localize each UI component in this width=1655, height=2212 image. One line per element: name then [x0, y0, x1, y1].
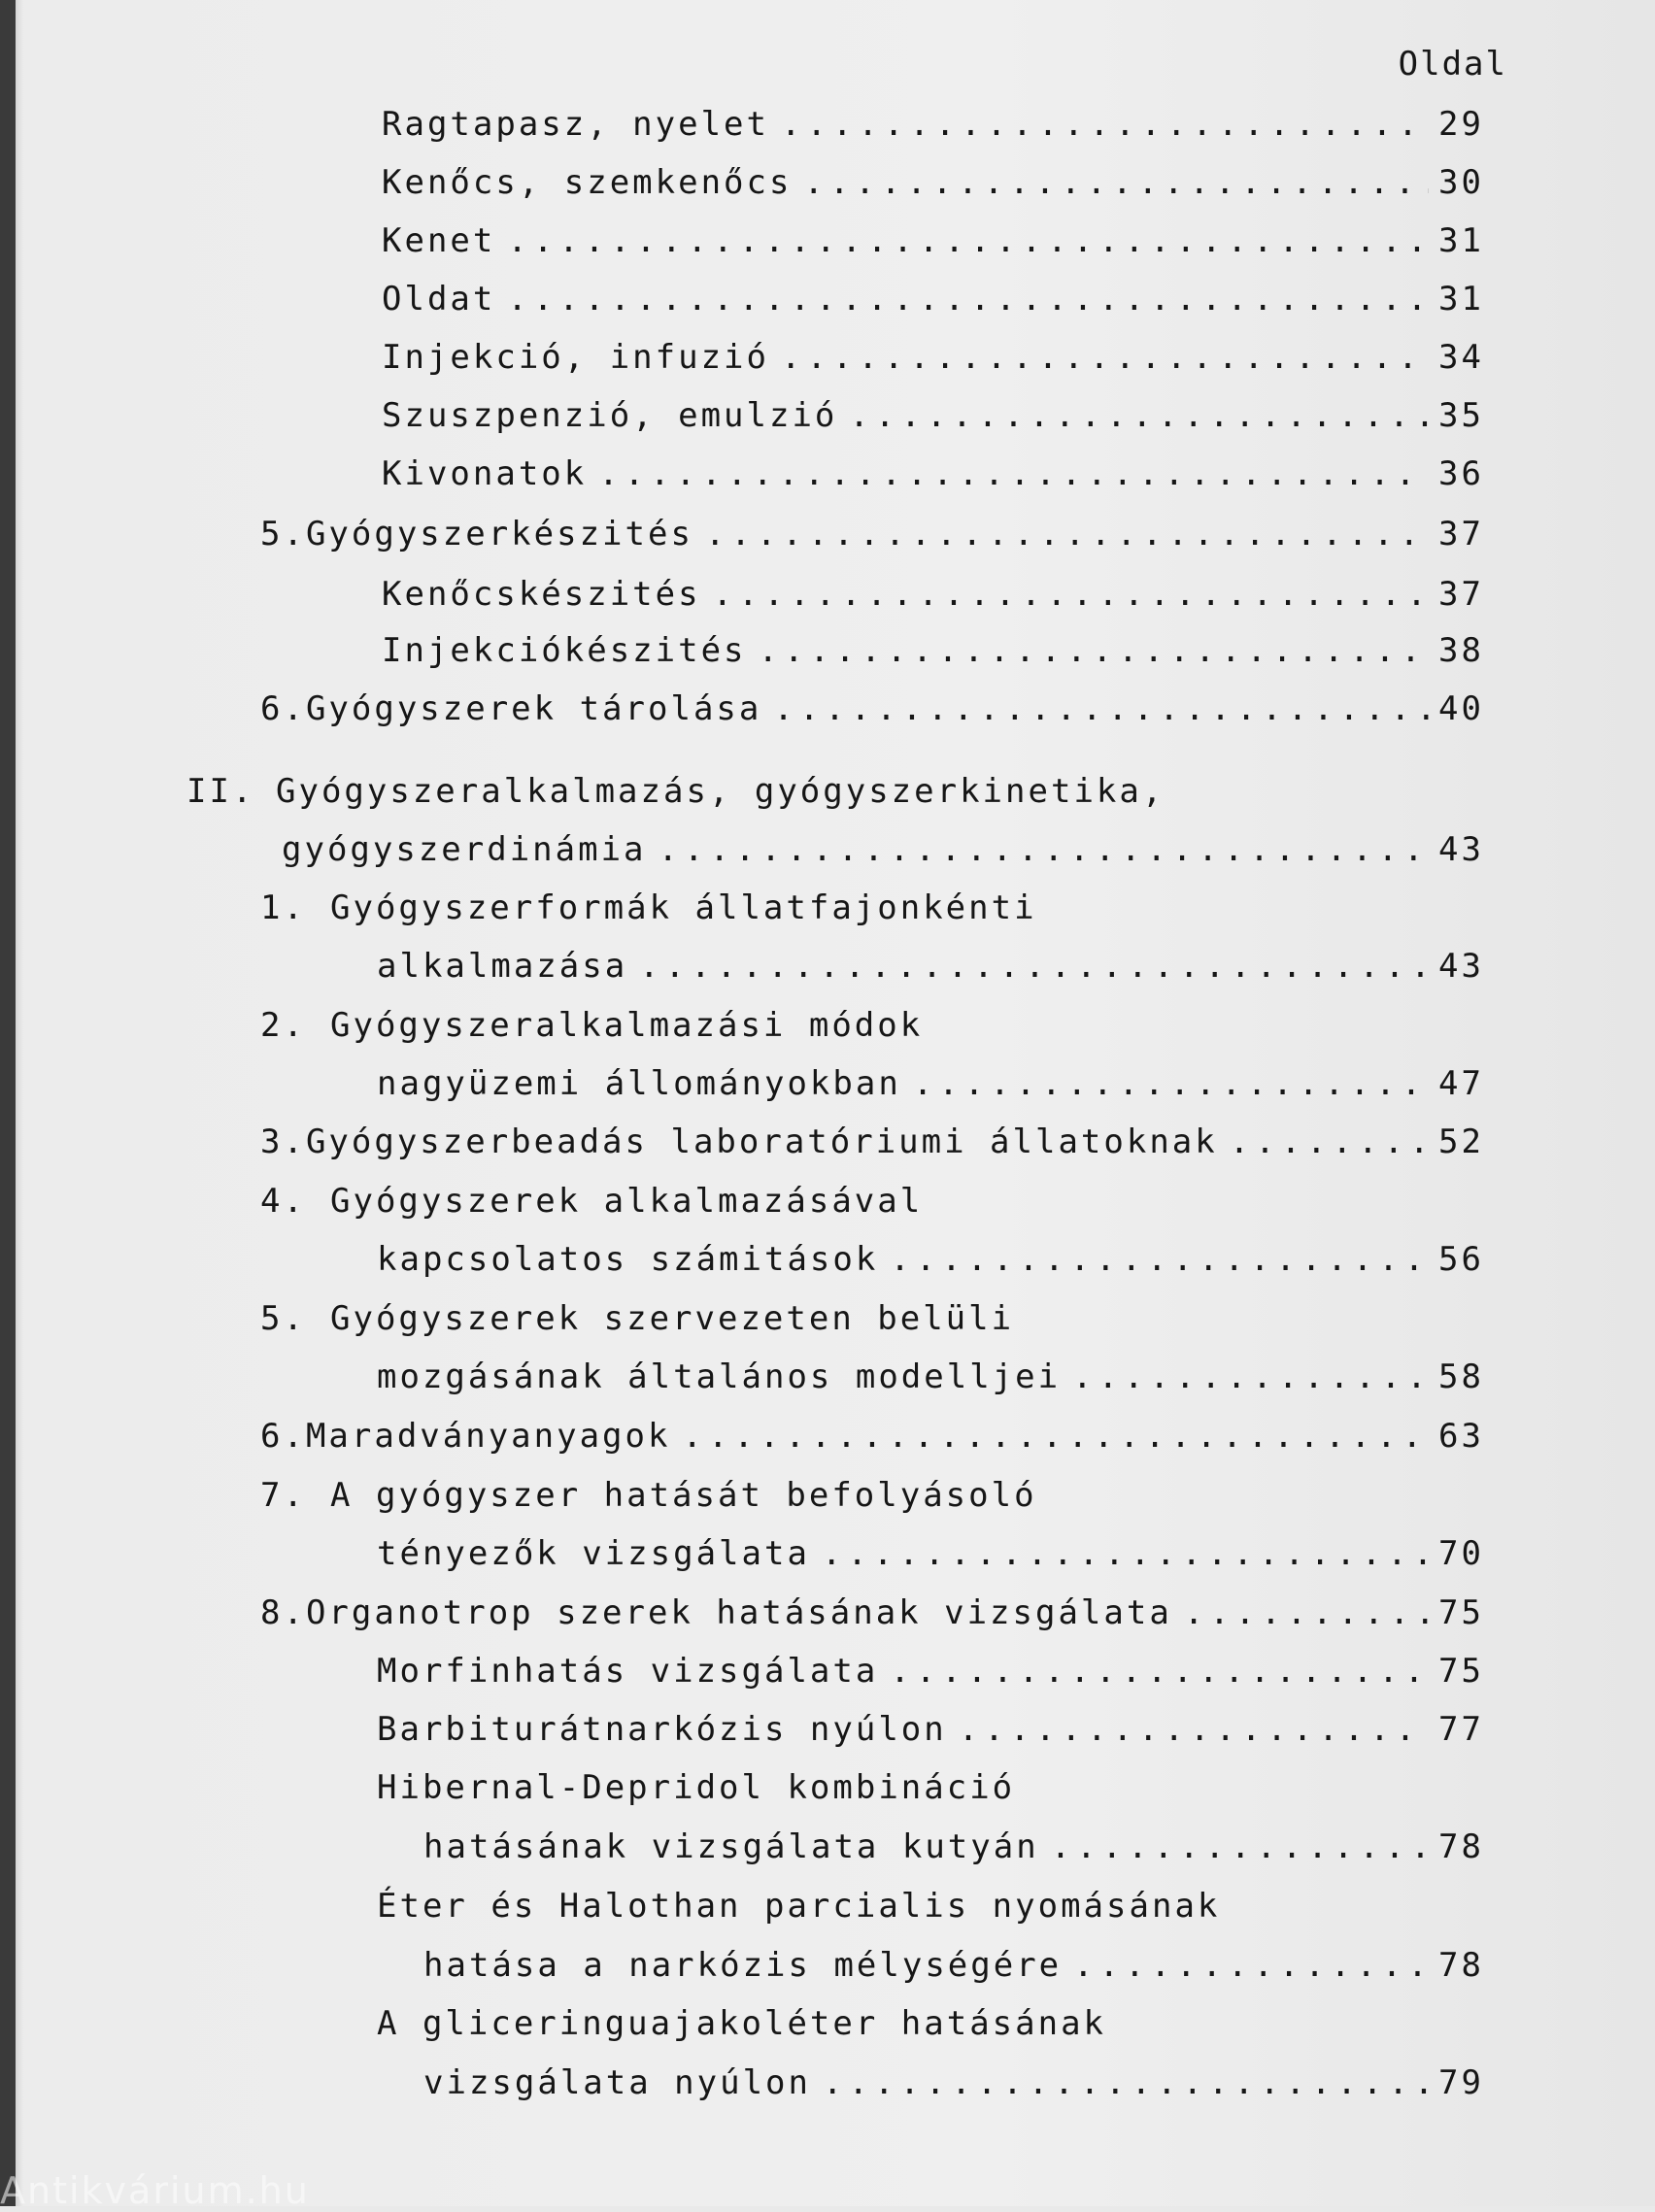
toc-entry-title: vizsgálata nyúlon — [423, 2063, 811, 2102]
toc-entry — [377, 1240, 1484, 1279]
toc-entry-number: 6. — [260, 689, 306, 728]
toc-entry-title: Szuszpenzió, emulzió — [382, 396, 838, 435]
toc-entry-page: 29 — [1438, 105, 1484, 144]
toc-entry — [377, 2004, 1106, 2043]
toc-entry — [382, 105, 1484, 144]
toc-entry-page: 43 — [1438, 947, 1484, 986]
toc-entry-page: 37 — [1438, 515, 1484, 553]
page-column-header: Oldal — [1398, 45, 1507, 84]
toc-entry-page: 79 — [1438, 2063, 1484, 2102]
toc-entry-title: alkalmazása — [377, 947, 628, 986]
toc-leader-dots — [803, 163, 1429, 202]
toc-entry-title: gyógyszerdinámia — [282, 830, 647, 869]
toc-leader-dots — [682, 1417, 1429, 1456]
toc-leader-dots — [890, 1240, 1429, 1279]
toc-entry-title: Organotrop szerek hatásának vizsgálata — [305, 1593, 1172, 1632]
toc-entry-title: Gyógyszerbeadás laboratóriumi állatoknak — [305, 1123, 1218, 1161]
toc-leader-dots — [507, 280, 1429, 318]
toc-entry-number: 5. — [260, 515, 306, 553]
toc-entry-page: 56 — [1438, 1240, 1484, 1279]
toc-leader-dots — [1072, 1357, 1429, 1396]
toc-entry-title: Gyógyszeralkalmazási módok — [330, 1006, 924, 1045]
toc-entry-title: tényezők vizsgálata — [377, 1534, 810, 1573]
toc-entry-title: Gyógyszerformák állatfajonkénti — [330, 888, 1037, 927]
toc-entry-page: 78 — [1438, 1827, 1484, 1866]
toc-entry-number: 6. — [260, 1417, 306, 1456]
toc-entry — [260, 1476, 1037, 1515]
toc-entry-title: nagyüzemi állományokban — [377, 1064, 901, 1103]
toc-entry-title: Maradványanyagok — [305, 1417, 671, 1456]
toc-entry-title: Injekció, infuzió — [382, 338, 769, 377]
toc-entry — [282, 830, 1484, 869]
toc-entry-page: 36 — [1438, 454, 1484, 493]
toc-entry — [377, 1768, 1015, 1807]
toc-entry — [260, 689, 1484, 728]
toc-entry-number: 4. — [260, 1182, 306, 1221]
toc-entry — [377, 947, 1484, 986]
toc-entry-title: mozgásának általános modelljei — [377, 1357, 1062, 1396]
toc-entry-page: 77 — [1438, 1710, 1484, 1749]
toc-entry — [377, 1064, 1484, 1103]
toc-entry-page: 78 — [1438, 1946, 1484, 1985]
toc-leader-dots — [1184, 1593, 1429, 1632]
toc-leader-dots — [598, 454, 1429, 493]
toc-leader-dots — [890, 1652, 1429, 1691]
toc-entry-page: 40 — [1438, 689, 1484, 728]
toc-entry — [260, 1593, 1484, 1632]
toc-entry — [382, 454, 1484, 493]
toc-leader-dots — [773, 689, 1429, 728]
toc-entry-title: A gliceringuajakoléter hatásának — [377, 2004, 1107, 2043]
toc-entry-number: II. — [186, 772, 255, 811]
toc-section-heading — [186, 772, 1165, 811]
toc-entry-title: Ragtapasz, nyelet — [382, 105, 769, 144]
toc-entry-number: 8. — [260, 1593, 306, 1632]
toc-entry — [377, 1652, 1484, 1691]
toc-entry — [382, 338, 1484, 377]
toc-entry — [260, 1182, 923, 1221]
watermark: Antikvárium.hu — [0, 2169, 310, 2212]
toc-entry-number: 2. — [260, 1006, 306, 1045]
toc-entry-page: 37 — [1438, 575, 1484, 614]
toc-entry — [423, 1946, 1484, 1985]
toc-entry-title: kapcsolatos számitások — [377, 1240, 879, 1279]
toc-entry-page: 30 — [1438, 163, 1484, 202]
toc-leader-dots — [507, 221, 1429, 260]
toc-entry — [382, 280, 1484, 318]
toc-entry-page: 58 — [1438, 1357, 1484, 1396]
toc-entry-title: Gyógyszerek alkalmazásával — [330, 1182, 924, 1221]
toc-leader-dots — [822, 1534, 1429, 1573]
toc-entry-title: hatásának vizsgálata kutyán — [423, 1827, 1039, 1866]
toc-entry — [260, 1299, 1014, 1338]
toc-leader-dots — [1051, 1827, 1429, 1866]
toc-entry-title: hatása a narkózis mélységére — [423, 1946, 1063, 1985]
toc-entry-title: Barbiturátnarkózis nyúlon — [377, 1710, 947, 1749]
toc-entry-title: Gyógyszerek szervezeten belüli — [330, 1299, 1015, 1338]
toc-entry-page: 43 — [1438, 830, 1484, 869]
toc-entry-page: 35 — [1438, 396, 1484, 435]
toc-entry-page: 34 — [1438, 338, 1484, 377]
toc-entry-title: A gyógyszer hatását befolyásoló — [330, 1476, 1037, 1515]
toc-entry — [377, 1357, 1484, 1396]
toc-leader-dots — [781, 105, 1429, 144]
toc-leader-dots — [759, 631, 1430, 670]
toc-entry-number: 1. — [260, 888, 306, 927]
toc-entry-title: Oldat — [382, 280, 496, 318]
toc-entry-title: Kenőcskészités — [382, 575, 701, 614]
toc-entry-page: 31 — [1438, 221, 1484, 260]
toc-leader-dots — [713, 575, 1429, 614]
toc-entry-page: 38 — [1438, 631, 1484, 670]
toc-entry-title: Kivonatok — [382, 454, 588, 493]
toc-leader-dots — [1073, 1946, 1429, 1985]
toc-entry-number: 3. — [260, 1123, 306, 1161]
toc-entry-title: Injekciókészités — [382, 631, 747, 670]
toc-leader-dots — [823, 2063, 1429, 2102]
toc-entry-title: Morfinhatás vizsgálata — [377, 1652, 879, 1691]
toc-leader-dots — [959, 1710, 1429, 1749]
toc-leader-dots — [913, 1064, 1429, 1103]
toc-entry — [423, 2063, 1484, 2102]
toc-entry — [377, 1710, 1484, 1749]
toc-entry-page: 31 — [1438, 280, 1484, 318]
toc-leader-dots — [1230, 1123, 1429, 1161]
toc-leader-dots — [659, 830, 1430, 869]
toc-entry — [382, 221, 1484, 260]
toc-entry — [260, 1417, 1484, 1456]
toc-entry — [260, 1006, 923, 1045]
toc-entry-number: 7. — [260, 1476, 306, 1515]
toc-entry-page: 47 — [1438, 1064, 1484, 1103]
toc-entry — [382, 575, 1484, 614]
toc-leader-dots — [781, 338, 1429, 377]
toc-entry-page: 75 — [1438, 1652, 1484, 1691]
toc-entry — [260, 515, 1484, 553]
toc-entry-page: 75 — [1438, 1593, 1484, 1632]
toc-entry-title: Kenet — [382, 221, 496, 260]
toc-leader-dots — [639, 947, 1429, 986]
toc-entry — [382, 163, 1484, 202]
toc-entry — [377, 1534, 1484, 1573]
toc-entry-number: 5. — [260, 1299, 306, 1338]
toc-entry-page: 70 — [1438, 1534, 1484, 1573]
toc-entry-title: Gyógyszerkészités — [305, 515, 693, 553]
toc-entry-title: Kenőcs, szemkenőcs — [382, 163, 793, 202]
toc-entry-title: Hibernal-Depridol kombináció — [377, 1768, 1016, 1807]
toc-entry — [382, 396, 1484, 435]
toc-entry-page: 52 — [1438, 1123, 1484, 1161]
toc-entry-title: Gyógyszeralkalmazás, gyógyszerkinetika, — [276, 772, 1165, 811]
toc-entry — [260, 888, 1037, 927]
toc-entry — [382, 631, 1484, 670]
toc-entry-title: Éter és Halothan parcialis nyomásának — [377, 1887, 1221, 1926]
toc-leader-dots — [849, 396, 1429, 435]
toc-entry-page: 63 — [1438, 1417, 1484, 1456]
toc-entry — [377, 1887, 1220, 1926]
toc-entry — [260, 1123, 1484, 1161]
toc-entry — [423, 1827, 1484, 1866]
toc-entry-title: Gyógyszerek tárolása — [305, 689, 762, 728]
toc-leader-dots — [705, 515, 1429, 553]
